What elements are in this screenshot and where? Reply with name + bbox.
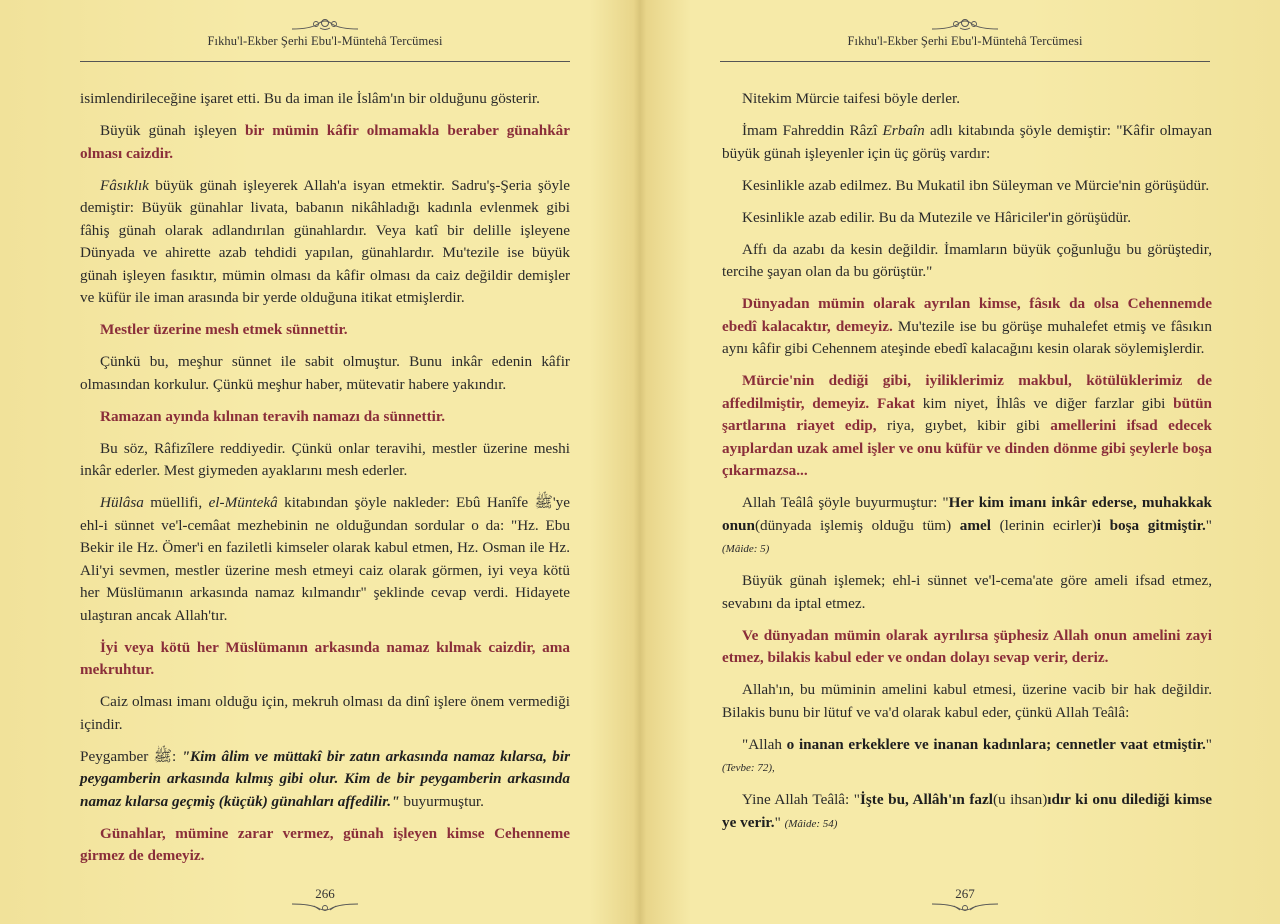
ornament-icon (930, 902, 1000, 914)
text-segment: kim niyet, İhlâs ve diğer farzlar gibi (914, 394, 1174, 412)
text-segment: amel (959, 516, 991, 534)
text-segment: bütün şartlarına riayet edip, (722, 394, 1212, 434)
text-segment: Dünyadan mümin olarak ayrılan kimse, fâsık da olsa Cehennemde ebedî kalacaktır, demeyiz. (722, 295, 1212, 335)
header-rule (720, 61, 1210, 62)
paragraph (80, 88, 570, 111)
paragraph (722, 207, 1212, 230)
text-segment: (dünyada işlemiş olduğu tüm) (754, 516, 960, 534)
header-rule (80, 61, 570, 62)
text-segment: buyurmuştur. (399, 792, 484, 810)
text-segment: (lerinin ecirler) (991, 516, 1097, 534)
text-segment: müellifi, (143, 494, 209, 511)
text-segment: Nitekim Mürcie taifesi böyle derler. (742, 90, 961, 107)
text-segment: i boşa gitmiştir. (1096, 516, 1206, 534)
paragraph (722, 120, 1212, 165)
text-segment: Günahlar, mümine zarar vermez, günah işleyen kimse Cehenneme girmez de demeyiz. (80, 824, 570, 864)
paragraph (722, 570, 1212, 615)
page-footer (915, 886, 1015, 914)
text-segment: Ramazan ayında kılınan teravih namazı da sünnettir. (100, 407, 446, 425)
text-segment: İşte bu, Allâh'ın fazl (859, 791, 993, 808)
text-segment: Yine Allah Teâlâ: " (742, 791, 860, 808)
text-segment: İyi veya kötü her Müslümanın arkasında namaz kılmak caizdir, ama mekruhtur. (80, 638, 570, 678)
page-number: 266 (315, 886, 335, 901)
text-segment: "Kim âlim ve müttakî bir zatın arkasında namaz kılarsa, bir peygamberin arkasında kılmış gibi olur. Kim de bir peygamberin arkasında namaz kılarsa geçmiş (küçük) günahları affedilir." (80, 747, 570, 810)
text-segment: Allah Teâlâ şöyle buyurmuştur: " (742, 494, 949, 511)
paragraph (722, 679, 1212, 724)
text-segment: isimlendirileceğine işaret etti. Bu da iman ile İslâm'ın bir olduğunu gösterir. (80, 90, 540, 107)
paragraph (80, 406, 570, 429)
text-segment: Her kim imanı inkâr ederse, muhakkak onun (722, 494, 1212, 534)
ornament-icon (290, 902, 360, 914)
text-segment: Hülâsa (100, 494, 144, 511)
text-segment: Bu söz, Râfizîlere reddiyedir. Çünkü onlar teravihi, mestler üzerine meshi inkâr ederler. Mest giymeden ayaklarını mesh ederler. (80, 439, 570, 479)
text-segment: Allah'ın, bu müminin amelini kabul etmesi, üzerine vacib bir hak değildir. Bilakis bunu bir lütuf ve va'd olarak kabul eder, çünkü Allah Teâlâ: (722, 681, 1212, 721)
text-segment: kitabından şöyle nakleder: Ebû Hanîfe ﷺ'ye ehl-i sünnet ve'l-cemâat mezhebinin ne olduğundan sordular o da: "Hz. Ebu Bekir ile Hz. Ömer'i en faziletli kimseler olarak kabul etmen, Hz. Osman ile Hz. Ali'yi sevmen, mestler üzerine mesh etmeyi caiz olarak görmen, iyi veya kötü her Müslümanın arkasında namaz kılmandır" şeklinde cevap verdi. Hidayete ulaştıran ancak Allah'tır. (80, 494, 570, 624)
paragraph (80, 637, 570, 682)
text-segment: Büyük günah işleyen (100, 122, 246, 139)
text-segment: " (1205, 735, 1212, 753)
paragraph (722, 734, 1212, 780)
paragraph (722, 239, 1212, 284)
paragraph (80, 175, 570, 310)
text-segment: Büyük günah işlemek; ehl-i sünnet ve'l-cema'ate göre ameli ifsad etmez, sevabını da iptal etmez. (722, 572, 1212, 612)
text-segment: "Allah (742, 735, 787, 753)
text-segment: Caiz olması imanı olduğu için, mekruh olması da dinî işlere önem vermediği içindir. (80, 693, 570, 733)
text-segment: ıdır ki onu dilediği kimse ye verir. (722, 791, 1212, 831)
right-page (640, 0, 1280, 924)
paragraph (722, 492, 1212, 561)
paragraph (80, 319, 570, 342)
text-segment: Kesinlikle azab edilir. Bu da Mutezile ve Hâriciler'in görüşüdür. (742, 208, 1132, 226)
text-segment: Erbaîn (882, 122, 925, 139)
text-segment: bir mümin kâfir olmamakla beraber günahkâr olması caizdir. (80, 122, 571, 162)
text-segment: o inanan erkeklere ve inanan kadınlara; cennetler vaat etmiştir. (786, 735, 1206, 753)
paragraph (80, 492, 570, 627)
page-header (720, 16, 1210, 49)
page-footer (275, 886, 375, 914)
ornament-icon (290, 16, 360, 32)
text-segment: Peygamber ﷺ: (80, 747, 182, 765)
text-segment: riya, gıybet, kibir gibi (876, 417, 1051, 434)
text-segment: Mürcie'nin dediği gibi, iyiliklerimiz makbul, kötülüklerimiz de affedilmiştir, demeyiz. Fakat (722, 372, 1212, 412)
text-segment: İmam Fahreddin Râzî (742, 122, 883, 139)
paragraph (80, 691, 570, 736)
paragraph (722, 789, 1212, 835)
text-segment: büyük günah işleyerek Allah'a isyan etmektir. Sadru'ş-Şeria şöyle demiştir: Büyük günahlar livata, babanın nikâhladığı kadınla evlenmek gibi fâhiş günah olarak adlandırılan günahlardır. Veya katî bir delille işleyene Dünyada ve ahirette azab tehdidi yapılan, günahlardır. Mu'tezile ise büyük günah işleyen fasıktır, mümin olması da kâfir olması da caiz değildir demişler ve küfür ile iman arasında bir yerde olduğuna itikat etmişlerdir. (80, 176, 570, 306)
page-body (80, 88, 570, 877)
text-segment: Mestler üzerine mesh etmek sünnettir. (100, 321, 348, 338)
text-segment: Affı da azabı da kesin değildir. İmamların büyük çoğunluğu bu görüştedir, tercihe şayan olan da bu görüştür." (722, 240, 1212, 280)
text-segment: amellerini ifsad edecek ayıplardan uzak amel işler ve onu küfür ve dinden dönme gibi şeylerle boşa çıkarmazsa... (722, 417, 1212, 479)
text-segment: (Mâide: 5) (722, 543, 770, 555)
text-segment: (Mâide: 54) (784, 817, 838, 830)
paragraph (80, 438, 570, 483)
text-segment: el-Müntekâ (208, 494, 278, 511)
text-segment: Çünkü bu, meşhur sünnet ile sabit olmuştur. Bunu inkâr edenin kâfir olmasından korkulur. Çünkü meşhur haber, mütevatir habere yakındır. (80, 353, 570, 393)
text-segment: (Tevbe: 72), (722, 762, 775, 774)
paragraph (722, 88, 1212, 111)
text-segment: " (774, 813, 785, 831)
text-segment: Fâsıklık (100, 176, 149, 194)
ornament-icon (930, 16, 1000, 32)
text-segment: adlı kitabında şöyle demiştir: "Kâfir olmayan büyük günah işleyenler için üç görüş vardır: (722, 122, 1212, 162)
paragraph (722, 293, 1212, 361)
paragraph (722, 370, 1212, 483)
paragraph (80, 746, 570, 814)
page-header (80, 16, 570, 49)
page-number: 267 (955, 886, 975, 901)
header-title: Fıkhu'l-Ekber Şerhi Ebu'l-Müntehâ Tercümesi (207, 34, 443, 48)
paragraph (80, 351, 570, 396)
text-segment: Ve dünyadan mümin olarak ayrılırsa şüphesiz Allah onun amelini zayi etmez, bilakis kabul eder ve ondan dolayı sevap verir, deriz. (722, 626, 1212, 666)
text-segment: Kesinlikle azab edilmez. Bu Mukatil ibn Süleyman ve Mürcie'nin görüşüdür. (742, 176, 1210, 194)
page-body (722, 88, 1212, 845)
paragraph (722, 625, 1212, 670)
paragraph (722, 175, 1212, 198)
paragraph (80, 823, 570, 868)
text-segment: (u ihsan) (993, 791, 1048, 808)
header-title: Fıkhu'l-Ekber Şerhi Ebu'l-Müntehâ Tercümesi (847, 34, 1083, 48)
paragraph (80, 120, 570, 165)
text-segment: " (1205, 516, 1212, 534)
text-segment: Mu'tezile ise bu görüşe muhalefet etmiş ve fâsıkın aynı kâfir gibi Cehennem ateşinde ebedî kalacağını kesin olarak söylemişlerdir. (722, 317, 1212, 357)
